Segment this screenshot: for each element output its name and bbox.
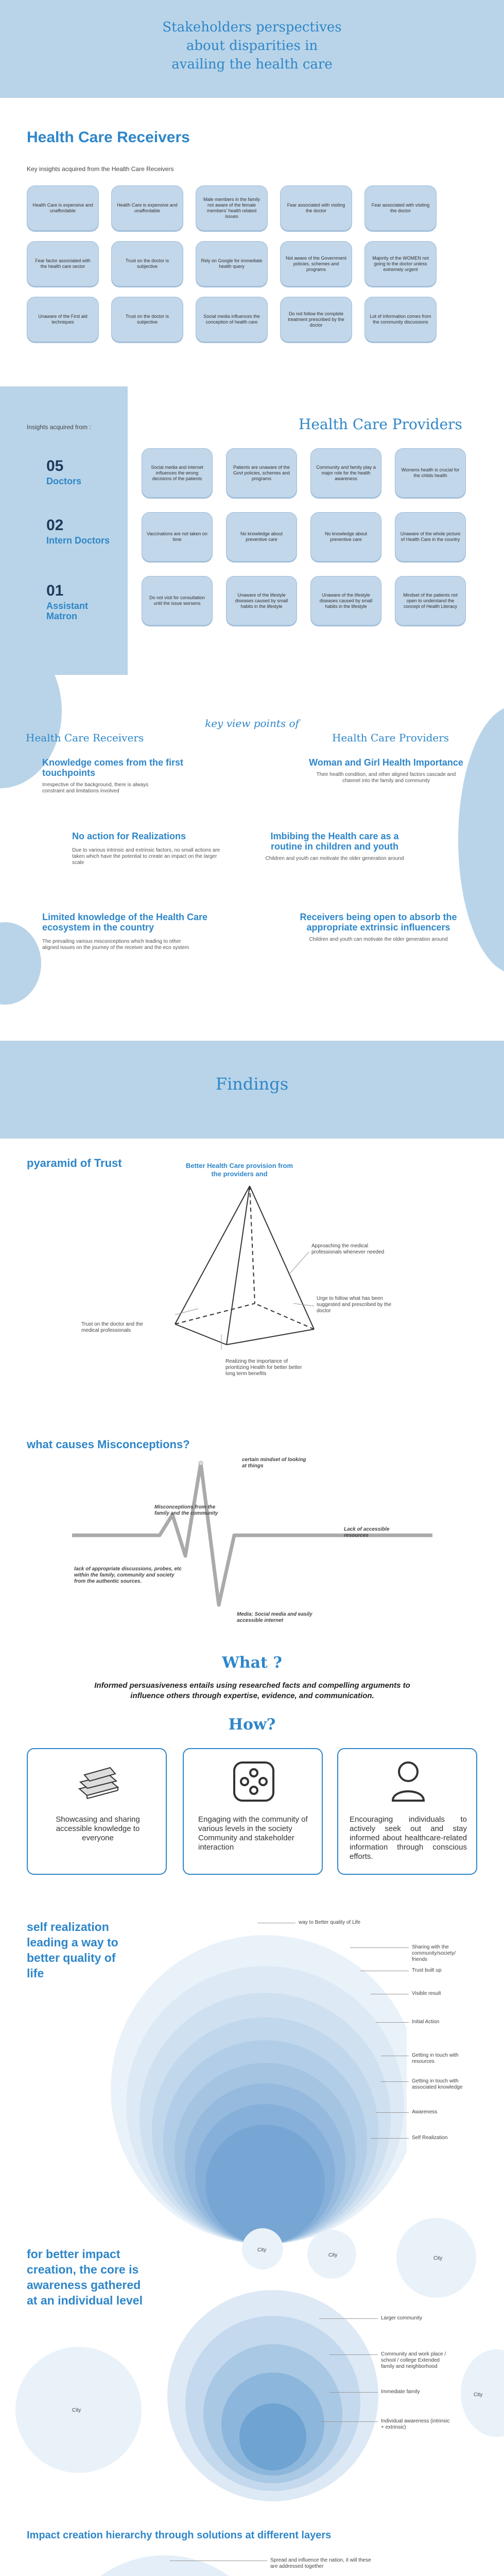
insight-pill: Unaware of the whole picture of Health Care in the country bbox=[395, 512, 466, 562]
insight-pill: No knowledge about preventive care bbox=[226, 512, 297, 562]
key-view-body: Children and youth can motivate the older generation around bbox=[309, 937, 448, 942]
misconceptions-title: what causes Misconceptions? bbox=[27, 1438, 190, 1451]
key-view-head: Imbibing the Health care as a routine in children and youth bbox=[270, 831, 399, 852]
layer-label: Initial Action bbox=[412, 2019, 440, 2025]
leader-line bbox=[376, 2022, 409, 2023]
city-label: City bbox=[257, 2247, 267, 2253]
stat-number: 02 bbox=[46, 517, 64, 534]
insight-pill: Fear associated with visiting the doctor bbox=[364, 185, 437, 231]
hierarchy-circles bbox=[51, 2553, 278, 2576]
insight-pill: Trust on the doctor is subjective bbox=[111, 297, 183, 342]
insight-pill: Fear factor associated with the health care sector bbox=[27, 241, 99, 286]
city-label: City bbox=[72, 2408, 81, 2413]
layer-label: Getting in touch with associated knowledge bbox=[412, 2078, 463, 2090]
layer-label: Community and work place / school / college Extended family and neighborhood bbox=[381, 2351, 446, 2369]
how-card-text: Engaging with the community of various levels in the society Community and stakeholder interaction bbox=[198, 1815, 308, 1852]
misconceptions-label-bottom: Media; Social media and easily accessible internet bbox=[237, 1612, 312, 1623]
insight-pill: Lot of information comes from the community discussions bbox=[364, 297, 437, 342]
how-card-text: Showcasing and sharing accessible knowledge to everyone bbox=[56, 1815, 140, 1842]
layer-label: Individual awareness (intrinsic + extrinsic) bbox=[381, 2418, 450, 2430]
leader-line bbox=[329, 2392, 378, 2393]
pyramid-label-left: Trust on the doctor and the medical professionals bbox=[81, 1321, 143, 1333]
stat-intern-doctors bbox=[46, 517, 110, 546]
key-view-head: Knowledge comes from the first touchpoints bbox=[42, 757, 184, 778]
insight-pill: Unaware of the lifestyle diseases caused by small habits in the lifestyle bbox=[310, 576, 381, 625]
how-card-text: Encouraging individuals to actively seek out and stay informed about healthcare-related information through conscious efforts. bbox=[350, 1815, 467, 1861]
stat-label: Assistant Matron bbox=[46, 601, 89, 621]
impact-title-line: for better impact bbox=[27, 2247, 120, 2261]
leader-line bbox=[381, 2081, 409, 2082]
insight-pill: Trust on the doctor is subjective bbox=[111, 241, 183, 286]
key-view-head: Limited knowledge of the Health Care ecosystem in the country bbox=[42, 912, 208, 933]
key-view-head: Receivers being open to absorb the appropriate extrinsic influencers bbox=[300, 912, 457, 933]
insight-pill: Do not visit for consultation until the issue worsens bbox=[142, 576, 213, 625]
key-view-right-1 bbox=[309, 757, 463, 784]
insight-pill: Mindset of the patients not open to understand the concept of Health Literacy bbox=[395, 576, 466, 625]
misconceptions-label-right: Lack of accessible resources bbox=[344, 1527, 390, 1538]
city-label: City bbox=[328, 2252, 338, 2258]
providers-insights-label: Insights acquired from : bbox=[27, 423, 91, 431]
stat-doctors bbox=[46, 457, 81, 487]
key-view-head: Woman and Girl Health Importance bbox=[309, 757, 463, 768]
layer-label: Getting in touch with resources bbox=[412, 2053, 459, 2064]
insight-pill: No knowledge about preventive care bbox=[310, 512, 381, 562]
insight-pill: Rely on Google for immediate health query bbox=[196, 241, 268, 286]
leader-line bbox=[329, 2354, 378, 2355]
misconceptions-label-left: lack of appropriate discussions, probes, etc within the family, community and society from the authentic sources. bbox=[74, 1566, 182, 1584]
key-view-right-title: Health Care Providers bbox=[332, 732, 449, 744]
insight-pill: Health Care is expensive and unaffordable bbox=[111, 185, 183, 231]
key-view-body: Children and youth can motivate the older generation around bbox=[265, 856, 404, 861]
stat-number: 01 bbox=[46, 582, 64, 599]
what-title: What ? bbox=[222, 1654, 282, 1672]
impact-circles bbox=[165, 2287, 381, 2504]
key-view-right-3 bbox=[283, 912, 474, 943]
key-view-body: Irrespective of the background, there is always constraint and limitations involved bbox=[42, 782, 149, 794]
insight-pill: Unaware of the lifestyle diseases caused by small habits in the lifestyle bbox=[226, 576, 297, 625]
insight-pill: Not aware of the Government policies, schemes and programs bbox=[280, 241, 352, 286]
layer-label: Immediate family bbox=[381, 2389, 420, 2395]
receivers-subtitle: Key insights acquired from the Health Care Receivers bbox=[27, 165, 174, 173]
books-icon bbox=[74, 1760, 120, 1802]
insight-pill: Fear associated with visiting the doctor bbox=[280, 185, 352, 231]
what-text: Informed persuasiveness entails using researched facts and compelling arguments to influence others through expertise, evidence, and communication. bbox=[94, 1681, 410, 1700]
impact-title-line: awareness gathered bbox=[27, 2278, 141, 2292]
leader-line bbox=[376, 2112, 409, 2113]
misconceptions-label-top: certain mindset of looking at things bbox=[242, 1457, 306, 1469]
self-realization-title-line: life bbox=[27, 1967, 44, 1980]
key-view-title: key view points of bbox=[205, 717, 299, 730]
layer-label: Self Realization bbox=[412, 2135, 448, 2141]
key-view-left-2 bbox=[72, 831, 227, 866]
key-view-left-1 bbox=[42, 757, 212, 794]
insight-pill: Majority of the WOMEN not going to the doctor unless extremely urgent bbox=[364, 241, 437, 286]
impact-title bbox=[27, 2246, 143, 2308]
key-view-body: Their health condition, and other aligned factors cascade and channel into the family and community bbox=[316, 772, 456, 784]
layer-label: Sharing with the community/society/ friends bbox=[412, 1944, 456, 1962]
insight-pill: Womens health is crucial for the childs health bbox=[395, 448, 466, 498]
key-view-head: No action for Realizations bbox=[72, 831, 186, 841]
misconceptions-label-upper-left: Misconceptions from the family and the community bbox=[154, 1504, 218, 1516]
receivers-title: Health Care Receivers bbox=[27, 129, 190, 146]
layer-label: Trust built up bbox=[412, 1968, 442, 1973]
leader-line bbox=[319, 2318, 378, 2319]
pyramid-label-right-1: Approaching the medical professionals whenever needed bbox=[311, 1243, 385, 1255]
page-title-line-3: availing the health care bbox=[171, 57, 333, 72]
hierarchy-title: Impact creation hierarchy through solutions at different layers bbox=[27, 2530, 332, 2541]
insight-pill: Do not follow the complete treatment prescribed by the doctor bbox=[280, 297, 352, 342]
key-view-left-title: Health Care Receivers bbox=[26, 732, 144, 744]
insight-pill: Social media influences the conception of health care bbox=[196, 297, 268, 342]
stat-number: 05 bbox=[46, 457, 64, 474]
community-icon bbox=[229, 1758, 279, 1805]
stat-label: Doctors bbox=[46, 476, 82, 486]
page-title-line-2: about disparities in bbox=[186, 38, 318, 54]
stat-assistant-matron bbox=[46, 582, 108, 621]
page-title bbox=[0, 18, 504, 74]
self-realization-circles bbox=[98, 1917, 407, 2246]
findings-title: Findings bbox=[215, 1074, 289, 1094]
self-realization-title-line: leading a way to bbox=[27, 1936, 118, 1949]
leader-line bbox=[371, 2138, 409, 2139]
key-view-left-bottom bbox=[0, 922, 41, 1005]
insight-pill: Unaware of the First aid techniques bbox=[27, 297, 99, 342]
impact-title-line: at an individual level bbox=[27, 2294, 143, 2307]
pyramid-label-right-2: Urge to follow what has been suggested and prescribed by the doctor bbox=[317, 1296, 392, 1314]
insight-pill: Community and family play a major role for the health awareness bbox=[310, 448, 381, 498]
pyramid-title: pyaramid of Trust bbox=[27, 1157, 122, 1170]
key-view-body: The prevailing various misconceptions which leading to other aligned issues on the journey of the receiver and the eco system bbox=[42, 939, 189, 951]
leader-line bbox=[350, 1947, 409, 1948]
insight-pill: Male members in the family not aware of the female members' health related issues bbox=[196, 185, 268, 231]
city-label: City bbox=[474, 2392, 483, 2398]
how-card-knowledge bbox=[27, 1748, 167, 1875]
stat-label: Intern Doctors bbox=[46, 535, 110, 546]
person-icon bbox=[390, 1758, 427, 1805]
insight-pill: Vaccinations are not taken on time bbox=[142, 512, 213, 562]
layer-label: Spread and influence the nation, it will these are addressed together bbox=[270, 2557, 371, 2569]
layer-label: Awareness bbox=[412, 2109, 438, 2115]
pyramid-label-bottom: Realizing the importance of prioritizing Health for better better long term benefits bbox=[225, 1359, 302, 1377]
key-view-body: Due to various intrinsic and extrinsic factors, no small actions are taken which have the potential to create an impact on the larger scale bbox=[72, 848, 220, 866]
insight-pill: Social media and internet influences the wrong decisions of the patients bbox=[142, 448, 213, 498]
page-title-line-1: Stakeholders perspectives bbox=[162, 20, 342, 35]
layer-label: way to Better quality of Life bbox=[299, 1920, 361, 1925]
key-view-left-3 bbox=[42, 912, 212, 951]
city-label: City bbox=[433, 2256, 443, 2261]
providers-title: Health Care Providers bbox=[299, 416, 462, 433]
self-realization-title-line: better quality of bbox=[27, 1951, 116, 1964]
impact-title-line: creation, the core is bbox=[27, 2263, 139, 2276]
pyramid-of-trust-diagram bbox=[154, 1180, 335, 1350]
self-realization-title-line: self realization bbox=[27, 1920, 109, 1934]
insight-pill: Health Care is expensive and unaffordable bbox=[27, 185, 99, 231]
layer-label: Larger community bbox=[381, 2315, 423, 2321]
layer-label: Visible result bbox=[412, 1991, 441, 1996]
how-card-community bbox=[183, 1748, 323, 1875]
how-card-individual bbox=[337, 1748, 477, 1875]
insight-pill: Patients are unaware of the Govt policies, schemes and programs bbox=[226, 448, 297, 498]
leader-line bbox=[319, 2421, 378, 2422]
pyramid-top-label: Better Health Care provision from the providers and bbox=[185, 1162, 293, 1178]
how-title: How? bbox=[228, 1716, 276, 1734]
key-view-right-2 bbox=[257, 831, 412, 862]
